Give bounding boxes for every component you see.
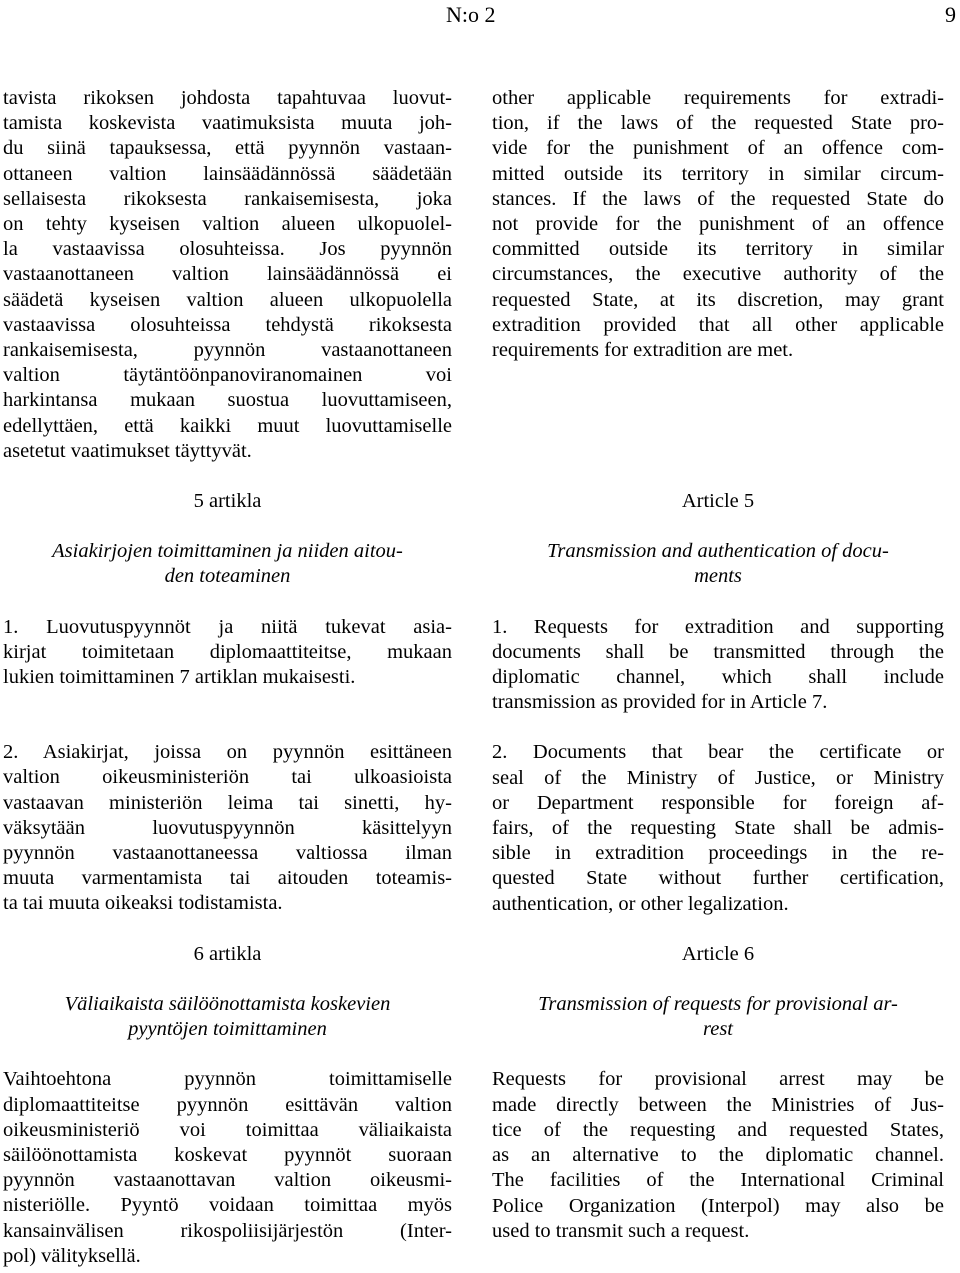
intro-paragraph <box>492 86 944 363</box>
text-line: requested State, at its discretion, may grant <box>492 288 944 311</box>
text-line: muuta varmentamista tai aitouden toteamis- <box>3 867 452 890</box>
text-line: 2. Asiakirjat, joissa on pyynnön esittäneen <box>3 741 452 764</box>
text-line: ta tai muuta oikeaksi todistamista. <box>3 892 283 915</box>
article-6-heading: Article 6 <box>681 942 755 965</box>
text-line: valtion täytäntöönpanoviranomainen voi <box>3 364 452 387</box>
text-line: väksytään luovutuspyynnön käsittelyyn <box>3 816 452 839</box>
text-line: used to transmit such a request. <box>492 1219 750 1242</box>
text-line: quested State without further certification, <box>492 867 944 890</box>
text-line: extradition provided that all other applicable <box>492 313 944 336</box>
english-column <box>492 86 944 1244</box>
article-5-heading: Article 5 <box>681 490 755 513</box>
article-6-title: Väliaikaista säilöönottamista koskevien <box>64 992 391 1015</box>
text-line: tion, if the laws of the requested State pro- <box>492 112 944 135</box>
article-5-title: den toteaminen <box>164 565 291 588</box>
text-line: circumstances, the executive authority of the <box>492 263 944 286</box>
text-line: made directly between the Ministries of Jus- <box>492 1093 944 1116</box>
article-5-paragraph-1 <box>3 615 452 691</box>
text-line: edellyttäen, että kaikki muut luovuttamiselle <box>3 414 452 437</box>
text-line: tamista koskevista vaatimuksista muuta joh- <box>3 112 452 135</box>
text-line: seal of the Ministry of Justice, or Ministry <box>492 766 944 789</box>
issue-number: N:o 2 <box>446 2 496 27</box>
text-line: säädetä kyseisen valtion alueen ulkopuolella <box>3 288 452 311</box>
text-line: kansainvälisen rikospoliisijärjestön (Inter- <box>3 1219 452 1242</box>
text-line: diplomatic channel, which shall include <box>492 666 944 689</box>
text-line: rankaisemisesta, pyynnön vastaanottaneen <box>3 339 452 362</box>
text-line: sellaisesta rikoksesta rankaisemisesta, joka <box>3 187 452 210</box>
article-5-paragraph-2 <box>3 740 452 916</box>
article-5-title: Asiakirjojen toimittaminen ja niiden aitou- <box>52 540 403 563</box>
text-line: vastaavissa olosuhteissa tehdystä rikoksesta <box>3 313 452 336</box>
text-line: committed outside its territory in similar <box>492 238 944 261</box>
text-line: lukien toimittaminen 7 artiklan mukaisesti. <box>3 666 356 689</box>
text-line: harkintansa mukaan suostua luovuttamiseen, <box>3 389 452 412</box>
text-line: kirjat toimitetaan diplomaattiteitse, mukaan <box>3 640 452 663</box>
text-line: pyynnön vastaanottaneessa valtiossa ilman <box>3 842 452 865</box>
text-line: sible in extradition proceedings in the re- <box>492 842 944 865</box>
text-line: tice of the requesting and requested States, <box>492 1118 944 1141</box>
text-line: pyynnön vastaanottavan valtion oikeusmi- <box>3 1169 452 1192</box>
text-line: säilöönottamista koskevat pyynnöt suoraan <box>3 1143 452 1166</box>
page-number: 9 <box>945 2 956 27</box>
text-line: du siinä tapauksessa, että pyynnön vastaan- <box>3 137 452 160</box>
text-line: 1. Luovutuspyynnöt ja niitä tukevat asia- <box>3 615 452 638</box>
finnish-column <box>3 86 452 1269</box>
text-line: tavista rikoksen johdosta tapahtuvaa luovut- <box>3 87 452 109</box>
text-line: ottaneen valtion lainsäädännössä säädetään <box>3 162 452 185</box>
article-5-title: ments <box>694 565 742 588</box>
text-line: la vastaavissa olosuhteissa. Jos pyynnön <box>3 238 452 261</box>
text-line: Requests for provisional arrest may be <box>492 1068 944 1091</box>
text-line: vastaavan ministeriön leima tai sinetti, hy- <box>3 791 452 814</box>
text-line: on tehty kyseisen valtion alueen ulkopuolel- <box>3 213 452 236</box>
article-6-paragraph <box>3 1067 452 1269</box>
article-6-title: Transmission of requests for provisional ar- <box>538 993 898 1016</box>
text-line: fairs, of the requesting State shall be admis- <box>492 817 944 840</box>
text-line: mitted outside its territory in similar circum- <box>492 162 944 185</box>
text-line: valtion oikeusministeriön tai ulkoasioista <box>3 766 452 789</box>
text-line: 2. Documents that bear the certificate or <box>492 741 944 764</box>
text-line: transmission as provided for in Article 7. <box>492 691 828 714</box>
text-line: not provide for the punishment of an offence <box>492 213 944 236</box>
article-5-paragraph-2 <box>492 740 944 916</box>
text-line: pol) välityksellä. <box>3 1244 141 1267</box>
article-6-heading: 6 artikla <box>193 942 262 965</box>
intro-paragraph <box>3 86 452 464</box>
text-line: requirements for extradition are met. <box>492 339 794 362</box>
article-5-title: Transmission and authentication of docu- <box>547 540 889 563</box>
text-line: Police Organization (Interpol) may also be <box>492 1194 944 1217</box>
article-6-title: pyyntöjen toimittaminen <box>128 1018 327 1041</box>
text-line: documents shall be transmitted through the <box>492 640 944 663</box>
text-line: or Department responsible for foreign af- <box>492 791 944 814</box>
text-line: 1. Requests for extradition and supporting <box>492 615 944 638</box>
text-line: stances. If the laws of the requested State do <box>492 187 944 210</box>
text-line: nisteriölle. Pyyntö voidaan toimittaa myös <box>3 1194 452 1217</box>
text-line: asetetut vaatimukset täyttyvät. <box>3 439 252 462</box>
text-line: as an alternative to the diplomatic channel. <box>492 1144 944 1167</box>
article-5-paragraph-1 <box>492 615 944 716</box>
text-line: vastaanottaneen valtion lainsäädännössä ei <box>3 263 452 286</box>
text-line: other applicable requirements for extradi- <box>492 87 944 109</box>
article-5-heading: 5 artikla <box>193 490 262 513</box>
text-line: vide for the punishment of an offence com- <box>492 137 944 160</box>
text-line: authentication, or other legalization. <box>492 892 789 915</box>
text-line: Vaihtoehtona pyynnön toimittamiselle <box>3 1068 452 1091</box>
article-6-title: rest <box>703 1018 733 1041</box>
text-line: oikeusministeriö voi toimittaa väliaikaista <box>3 1118 452 1141</box>
text-line: diplomaattiteitse pyynnön esittävän valtion <box>3 1093 452 1116</box>
text-line: The facilities of the International Criminal <box>492 1169 944 1192</box>
article-6-paragraph <box>492 1067 944 1243</box>
